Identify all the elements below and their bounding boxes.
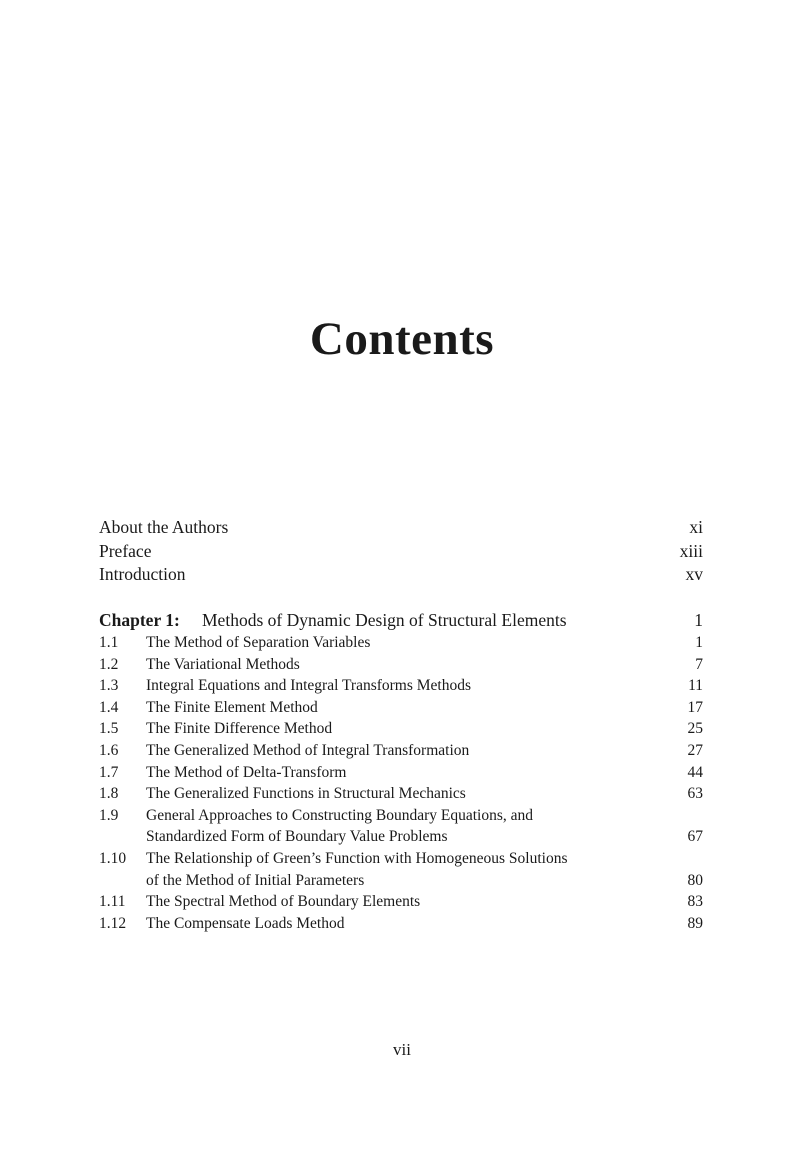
section-page: 27 (687, 741, 703, 759)
section-title: The Generalized Functions in Structural Mechanics (146, 785, 466, 803)
toc-entry-page: xi (689, 517, 703, 537)
section-number: 1.2 (99, 655, 119, 673)
chapter-1-list (99, 608, 703, 934)
chapter-label: Chapter 1: (99, 610, 180, 630)
section-title: The Compensate Loads Method (146, 914, 345, 932)
section-page: 44 (687, 763, 703, 781)
toc-entry-label: About the Authors (99, 517, 229, 537)
section-number: 1.4 (99, 698, 119, 716)
section-number: 1.8 (99, 785, 119, 803)
section-title: The Relationship of Green’s Function with Homogeneous Solutions of the Method of Initial Parameters (146, 849, 568, 889)
section-title: The Finite Element Method (146, 698, 318, 716)
section-title: General Approaches to Constructing Boundary Equations, and Standardized Form of Boundary Value Problems (146, 806, 533, 846)
toc-entry-label: Introduction (99, 564, 186, 584)
toc-section-entry[interactable] (99, 848, 703, 891)
toc-section-entry[interactable] (99, 805, 703, 848)
section-number: 1.9 (99, 806, 119, 824)
section-page: 80 (687, 871, 703, 889)
section-number: 1.10 (99, 849, 127, 867)
section-page: 25 (687, 720, 703, 738)
toc-entry-page: xiii (679, 540, 703, 561)
section-page: 7 (695, 655, 703, 673)
toc-section-entry[interactable] (99, 783, 703, 805)
toc-entry-label: Preface (99, 540, 152, 561)
section-page: 1 (695, 634, 703, 651)
toc-section-entry[interactable] (99, 913, 703, 935)
section-number: 1.1 (99, 634, 119, 651)
section-title: The Generalized Method of Integral Transformation (146, 741, 470, 759)
toc-section-entry[interactable] (99, 740, 703, 762)
toc-section-entry[interactable] (99, 891, 703, 913)
toc-entry-preface[interactable] (99, 540, 703, 564)
toc-entry-introduction[interactable] (99, 563, 703, 587)
section-page: 83 (687, 893, 703, 911)
section-page: 89 (687, 914, 703, 932)
section-title: The Method of Separation Variables (146, 634, 371, 651)
section-number: 1.3 (99, 677, 119, 695)
section-number: 1.5 (99, 720, 119, 738)
toc-section-entry[interactable] (99, 697, 703, 719)
toc-section-entry[interactable] (99, 762, 703, 784)
section-title: The Variational Methods (146, 655, 300, 673)
chapter-heading[interactable] (99, 608, 703, 632)
section-page: 11 (688, 677, 703, 695)
section-page: 63 (687, 785, 703, 803)
section-title: The Spectral Method of Boundary Elements (146, 893, 421, 911)
section-number: 1.7 (99, 763, 119, 781)
section-number: 1.12 (99, 914, 127, 932)
toc-entry-page: xv (685, 564, 703, 584)
page-title: Contents (309, 313, 495, 365)
toc-section-entry[interactable] (99, 675, 703, 697)
toc-entry-about-authors[interactable] (99, 516, 703, 540)
section-title: Integral Equations and Integral Transforms Methods (146, 677, 472, 695)
section-page: 67 (687, 828, 703, 846)
chapter-page: 1 (694, 610, 703, 630)
toc-section-entry[interactable] (99, 718, 703, 740)
chapter-title: Methods of Dynamic Design of Structural Elements (202, 610, 567, 630)
section-title: The Finite Difference Method (146, 720, 333, 738)
toc-section-entry[interactable] (99, 654, 703, 676)
section-number: 1.6 (99, 741, 119, 759)
section-title: The Method of Delta-Transform (146, 763, 347, 781)
section-page: 17 (687, 698, 703, 716)
toc-section-entry[interactable] (99, 632, 703, 654)
front-matter-list (99, 516, 703, 587)
section-number: 1.11 (99, 893, 126, 911)
page-number: vii (393, 1040, 411, 1059)
